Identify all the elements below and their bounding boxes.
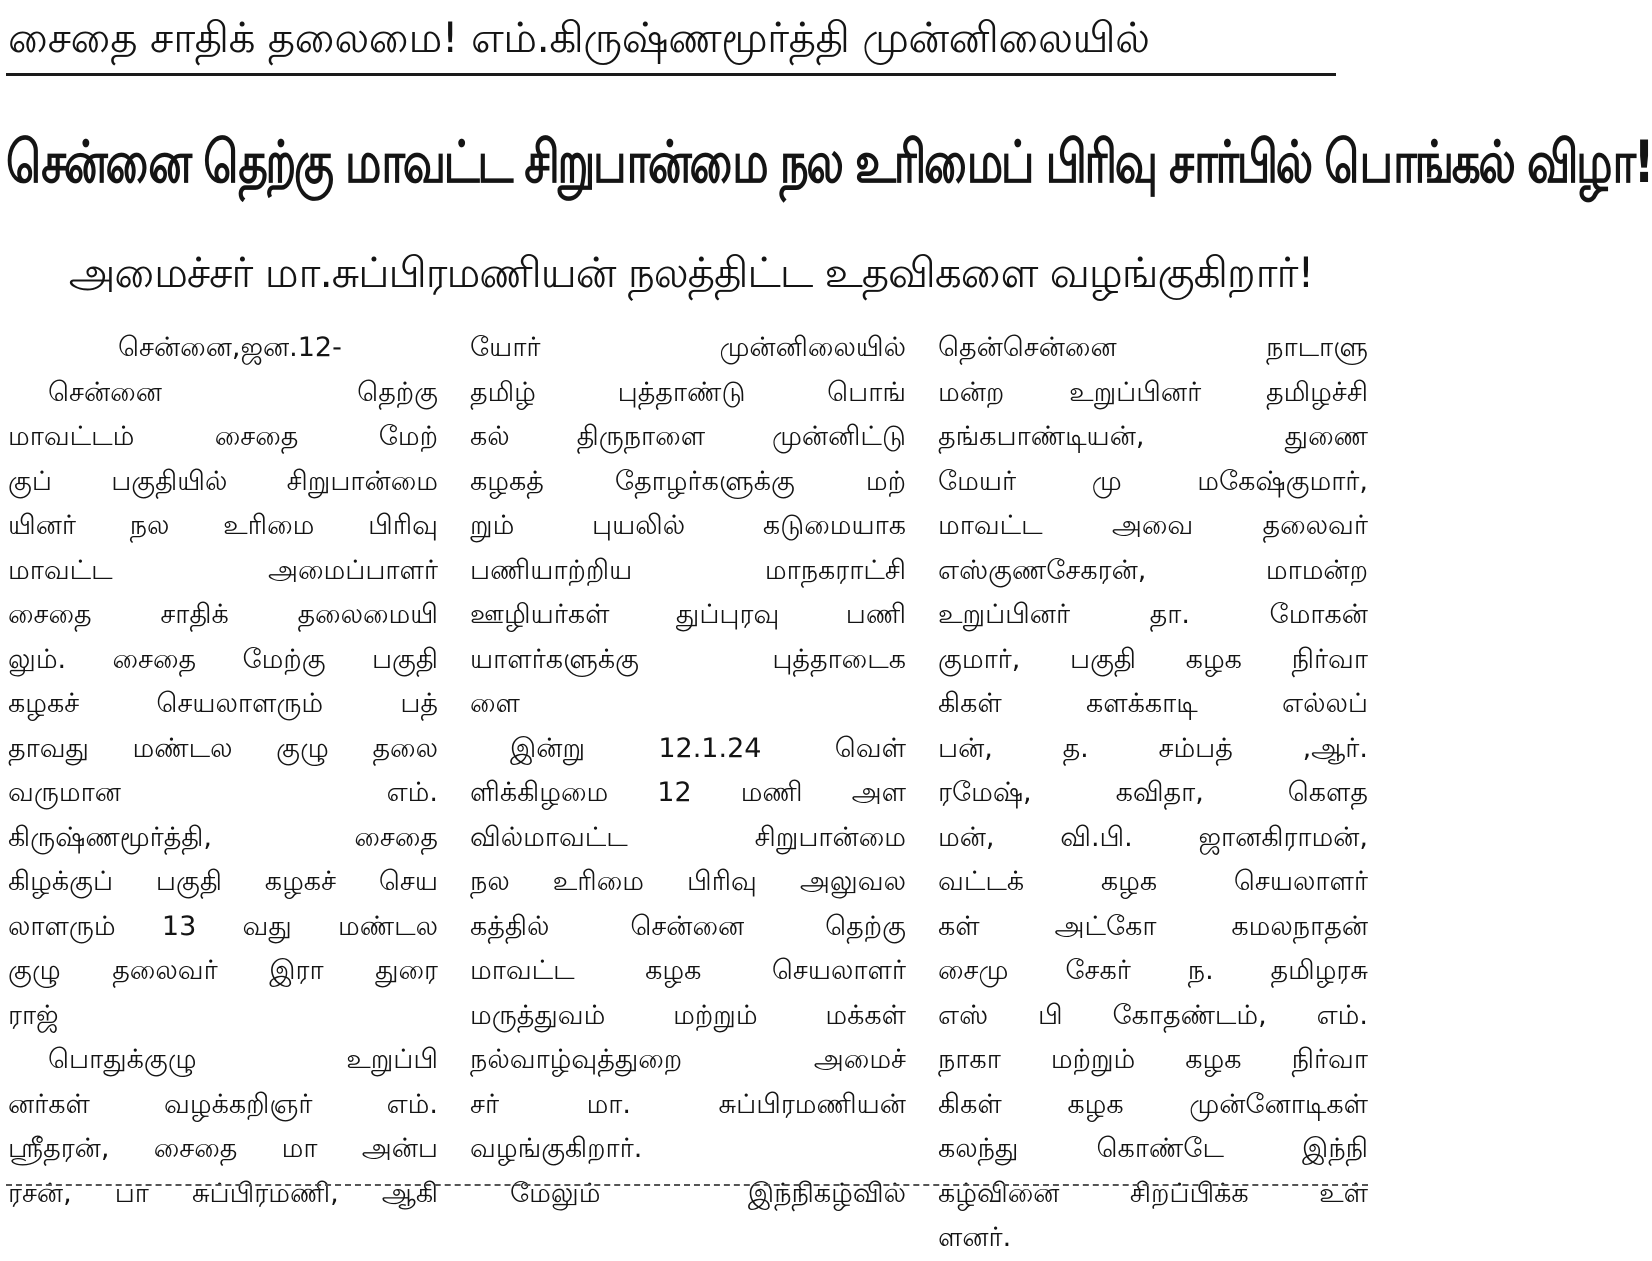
article-text-line: ஊழியர்கள் துப்புரவு பணி xyxy=(470,599,906,630)
article-text-line: கிருஷ்ணமூர்த்தி, சைதை xyxy=(8,821,438,853)
article-column-3 xyxy=(938,326,1368,1253)
article-text-line: மாவட்ட அவை தலைவர் xyxy=(938,510,1368,541)
article-text-line: ஸ்ரீதரன், சைதை மா அன்ப xyxy=(8,1133,438,1164)
article-text-line: மருத்துவம் மற்றும் மக்கள் xyxy=(470,999,906,1031)
bottom-dashed-rule xyxy=(6,1184,1368,1186)
article-text-line: ராஜ் xyxy=(8,999,59,1031)
article-text-line: னர்கள் வழக்கறிஞர் எம். xyxy=(8,1088,438,1120)
article-text-line: கழகத் தோழர்களுக்கு மற் xyxy=(470,465,906,497)
article-text-line: மன், வி.பி. ஜானகிராமன், xyxy=(938,821,1368,853)
article-text-line: சைமு சேகர் ந. தமிழரசு xyxy=(938,955,1368,986)
article-text-line: சர் மா. சுப்பிரமணியன் xyxy=(470,1088,906,1120)
article-text-line: உறுப்பினர் தா. மோகன் xyxy=(938,599,1368,630)
article-text-line: வழங்குகிறார். xyxy=(470,1133,643,1164)
article-text-line: ளனர். xyxy=(938,1222,1012,1253)
article-text-line: ரமேஷ், கவிதா, கௌத xyxy=(938,777,1368,808)
article-text-line: கிகள் கழக முன்னோடிகள் xyxy=(938,1088,1368,1120)
article-text-line: வில்மாவட்ட சிறுபான்மை xyxy=(470,821,906,853)
article-text-line: யினர் நல உரிமை பிரிவு xyxy=(8,510,438,541)
article-text-line: பணியாற்றிய மாநகராட்சி xyxy=(470,554,906,586)
article-text-line: சென்னை தெற்கு xyxy=(48,376,438,408)
article-headline: சென்னை தெற்கு மாவட்ட சிறுபான்மை நல உரிமைப் பிரிவு சார்பில் பொங்கல் விழா! xyxy=(6,128,1652,196)
article-column-2 xyxy=(470,326,906,1209)
article-text-line: கழகச் செயலாளரும் பத் xyxy=(8,688,438,719)
article-text-line: யோர் முன்னிலையில் xyxy=(470,332,906,363)
article-text-line: ளை xyxy=(470,688,520,719)
article-text-line: கலந்து கொண்டே இந்நி xyxy=(938,1133,1368,1164)
article-text-line: எஸ் பி கோதண்டம், எம். xyxy=(938,999,1368,1031)
article-text-line: கல் திருநாளை முன்னிட்டு xyxy=(470,421,906,452)
article-text-line: எஸ்குணசேகரன், மாமன்ற xyxy=(938,554,1368,586)
article-text-line: லாளரும் 13 வது மண்டல xyxy=(8,910,438,942)
article-text-line: நல உரிமை பிரிவு அலுவல xyxy=(470,866,906,897)
article-subhead: அமைச்சர் மா.சுப்பிரமணியன் நலத்திட்ட உதவிகளை வழங்குகிறார்! xyxy=(68,248,1314,297)
article-column-1 xyxy=(8,326,438,1209)
article-text-line: வட்டக் கழக செயலாளர் xyxy=(938,866,1368,897)
article-text-line: பன், த. சம்பத் ,ஆர். xyxy=(938,732,1368,764)
article-text-line: தங்கபாண்டியன், துணை xyxy=(938,421,1368,452)
article-text-line: யாளர்களுக்கு புத்தாடைக xyxy=(470,643,906,675)
article-text-line: ரசன், பா சுப்பிரமணி, ஆகி xyxy=(8,1177,438,1209)
article-text-line: தாவது மண்டல குழு தலை xyxy=(8,732,438,764)
article-text-line: கிகள் களக்காடி எல்லப் xyxy=(938,688,1368,719)
article-text-line: கத்தில் சென்னை தெற்கு xyxy=(470,910,906,942)
article-text-line: நாகா மற்றும் கழக நிர்வா xyxy=(938,1044,1368,1075)
article-text-line: ளிக்கிழமை 12 மணி அள xyxy=(470,777,906,808)
article-text-line: றும் புயலில் கடுமையாக xyxy=(470,510,906,541)
article-text-line: மேயர் மு மகேஷ்குமார், xyxy=(938,465,1368,497)
article-text-line: மாவட்டம் சைதை மேற் xyxy=(8,421,438,452)
article-text-line: குழு தலைவர் இரா துரை xyxy=(8,955,438,986)
article-text-line: சைதை சாதிக் தலைமையி xyxy=(8,599,438,630)
article-kicker: சைதை சாதிக் தலைமை! எம்.கிருஷ்ணமூர்த்தி முன்னிலையில் xyxy=(8,13,1150,62)
article-text-line: குப் பகுதியில் சிறுபான்மை xyxy=(8,465,438,497)
article-text-line: மாவட்ட கழக செயலாளர் xyxy=(470,955,906,986)
top-rule xyxy=(6,73,1336,76)
article-text-line: மாவட்ட அமைப்பாளர் xyxy=(8,554,438,586)
article-text-line: தென்சென்னை நாடாளு xyxy=(938,332,1368,363)
article-text-line: மன்ற உறுப்பினர் தமிழச்சி xyxy=(938,376,1368,408)
article-text-line: கழ்வினை சிறப்பிக்க உள் xyxy=(938,1177,1368,1209)
article-text-line: இன்று 12.1.24 வெள் xyxy=(510,732,906,764)
article-text-line: கிழக்குப் பகுதி கழகச் செய xyxy=(8,866,438,897)
article-text-line: தமிழ் புத்தாண்டு பொங் xyxy=(470,376,906,408)
article-text-line: வருமான எம். xyxy=(8,777,438,808)
article-text-line: மேலும் இந்நிகழ்வில் xyxy=(510,1177,906,1209)
article-text-line: பொதுக்குழு உறுப்பி xyxy=(48,1044,438,1075)
article-text-line: கள் அட்கோ கமலநாதன் xyxy=(938,910,1368,942)
article-text-line: லும். சைதை மேற்கு பகுதி xyxy=(8,643,438,675)
article-text-line: குமார், பகுதி கழக நிர்வா xyxy=(938,643,1368,675)
article-text-line: சென்னை,ஜன.12- xyxy=(118,332,342,363)
article-text-line: நல்வாழ்வுத்துறை அமைச் xyxy=(470,1044,906,1075)
